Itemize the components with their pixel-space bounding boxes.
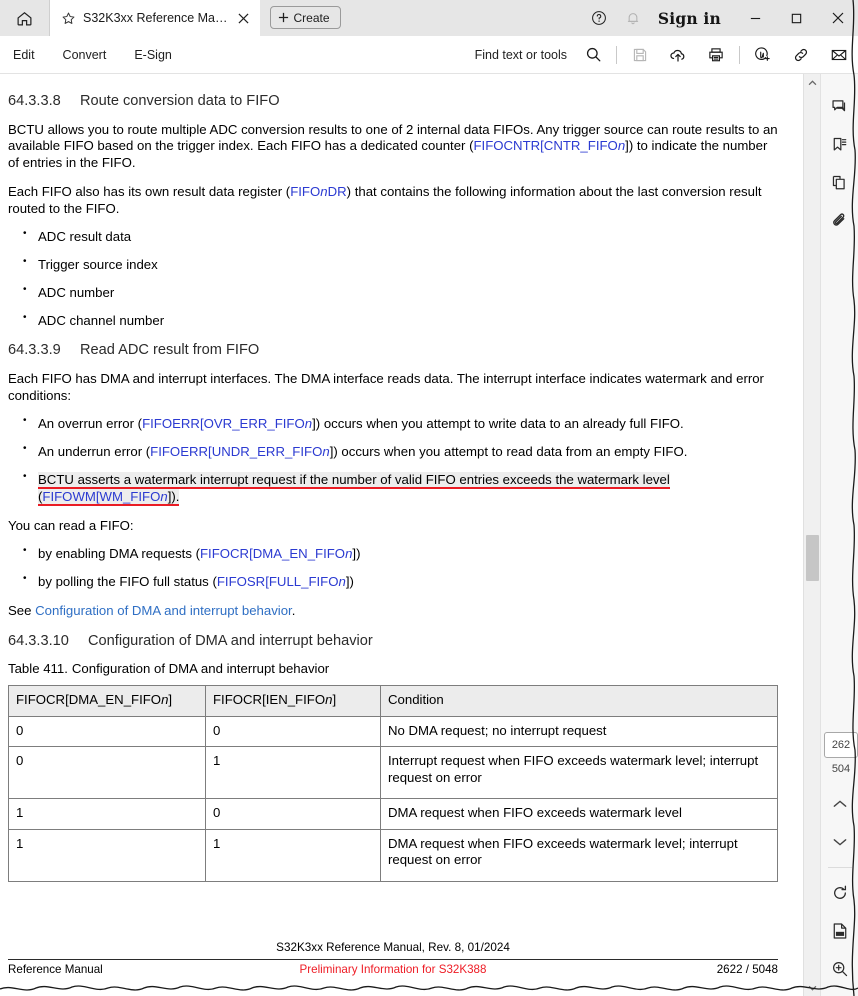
pdf-page xyxy=(0,74,805,996)
cross-reference-link[interactable]: Configuration of DMA and interrupt behavior xyxy=(35,602,292,618)
section-title: Read ADC result from FIFO xyxy=(80,342,260,359)
page-total-label: 504 xyxy=(831,763,851,775)
table-row xyxy=(9,829,778,881)
section-title: Route conversion data to FIFO xyxy=(80,93,280,109)
plus-icon xyxy=(278,12,289,23)
register-link-fifondr[interactable]: FIFO xyxy=(290,183,321,199)
register-index-n: n xyxy=(304,416,313,432)
menu-toolbar xyxy=(0,36,858,74)
table-cell-dma-en: 1 xyxy=(9,799,206,830)
vertical-scrollbar[interactable] xyxy=(803,74,820,996)
register-index-n: n xyxy=(320,183,328,199)
section-number: 64.3.3.8 xyxy=(8,93,61,109)
page-thumbnails-icon xyxy=(831,174,849,192)
footer-page-number: 2622 / 5048 xyxy=(716,963,778,977)
table-cell-ien: 1 xyxy=(206,747,381,799)
search-button[interactable] xyxy=(574,36,612,74)
table-label: Table 411. xyxy=(8,661,68,677)
register-index-n: n xyxy=(345,546,353,562)
scrollbar-thumb[interactable] xyxy=(806,535,819,581)
rotate-icon xyxy=(831,884,849,902)
table-caption-text: Configuration of DMA and interrupt behavior xyxy=(71,661,330,677)
table-cell-ien: 0 xyxy=(206,716,381,747)
table-cell-ien: 1 xyxy=(206,829,381,881)
list-item-text-cont: ]) occurs when you attempt to read data from an empty FIFO. xyxy=(329,444,688,460)
section-heading-64-3-3-9 xyxy=(8,341,778,360)
register-index-n: n xyxy=(322,444,330,460)
register-index-n: n xyxy=(617,138,626,154)
menu-item-edit[interactable]: Edit xyxy=(13,47,35,62)
minimize-button[interactable] xyxy=(735,0,776,36)
help-button[interactable] xyxy=(582,0,616,36)
page-thumbnails-button[interactable] xyxy=(821,164,858,202)
paragraph-result-data-register xyxy=(8,184,778,218)
read-fifo-list xyxy=(8,546,778,591)
register-index-n: n xyxy=(338,574,346,590)
tab-title: S32K3xx Reference Ma… xyxy=(83,11,228,25)
section-number: 64.3.3.10 xyxy=(8,632,69,649)
table-header-row xyxy=(9,685,778,716)
section-heading-64-3-3-8 xyxy=(8,92,778,111)
register-link-fifondr-tail[interactable]: DR xyxy=(327,183,347,199)
footer-row xyxy=(8,963,778,978)
list-item xyxy=(38,416,778,433)
document-viewport[interactable] xyxy=(0,74,820,996)
create-button-label: Create xyxy=(293,10,330,25)
upload-cloud-icon xyxy=(669,46,687,64)
create-button[interactable] xyxy=(270,6,341,29)
notification-bell-icon xyxy=(625,10,641,26)
list-item-text-cont: ]) xyxy=(352,546,361,562)
list-item-text-cont: ]). xyxy=(167,488,180,504)
list-item: • ADC number xyxy=(38,285,778,302)
rail-bottom-group xyxy=(821,732,858,988)
toolbar-divider-2 xyxy=(739,46,740,64)
list-item-text-cont: ]) xyxy=(345,574,354,590)
footer-preliminary-notice: Preliminary Information for S32K388 xyxy=(299,963,487,977)
save-icon xyxy=(632,47,648,63)
page-number-input[interactable]: 262 xyxy=(824,732,858,758)
list-item-text: An underrun error ( xyxy=(38,444,151,460)
bookmark-icon xyxy=(831,136,849,154)
find-label: Find text or tools xyxy=(474,47,567,62)
search-icon xyxy=(585,46,602,63)
paragraph-you-can-read-a-fifo: You can read a FIFO: xyxy=(8,517,134,533)
star-icon[interactable] xyxy=(61,11,76,26)
help-circle-icon xyxy=(591,10,607,26)
error-conditions-list xyxy=(8,416,778,505)
add-signature-icon xyxy=(754,46,772,64)
paragraph-text-cont: ]) to indicate the number of entries in the FIFO. xyxy=(8,138,768,171)
header-italic: n xyxy=(325,691,333,707)
footer-left-label: Reference Manual xyxy=(8,963,103,977)
title-bar xyxy=(0,0,858,36)
register-link-fifowm[interactable]: FIFOWM[WM_FIFO xyxy=(42,488,161,504)
paragraph-see-reference xyxy=(8,603,778,620)
footer-rule xyxy=(8,959,778,960)
register-index-n: n xyxy=(160,488,168,504)
rail-divider xyxy=(828,867,852,868)
header-italic: n xyxy=(161,691,169,707)
list-item-highlighted[interactable] xyxy=(38,472,778,506)
email-icon xyxy=(830,46,848,64)
table-row xyxy=(9,799,778,830)
register-link-fifoerr-undr[interactable]: FIFOERR[UNDR_ERR_FIFO xyxy=(150,444,323,460)
section-title: Configuration of DMA and interrupt behavior xyxy=(88,632,373,649)
list-item-text-cont: ]) occurs when you attempt to write data to an already full FIFO. xyxy=(312,416,684,432)
titlebar-right-group xyxy=(582,0,858,36)
list-item: • ADC result data xyxy=(38,229,778,246)
bookmark-button[interactable] xyxy=(821,126,858,164)
list-item-text: An overrun error ( xyxy=(38,416,143,432)
list-item-text: by enabling DMA requests ( xyxy=(38,546,200,562)
rail-top-group xyxy=(821,88,858,240)
close-window-button[interactable] xyxy=(817,0,858,36)
paragraph-dma-interrupt-interfaces: Each FIFO has DMA and interrupt interfaces. The DMA interface reads data. The interrupt interface indicates watermark and error conditions: xyxy=(8,370,764,403)
see-prefix: See xyxy=(8,602,36,618)
table-cell-ien: 0 xyxy=(206,799,381,830)
table-caption xyxy=(8,661,778,678)
zoom-in-icon xyxy=(831,960,849,978)
email-button[interactable] xyxy=(820,36,858,74)
table-cell-condition: DMA request when FIFO exceeds watermark level xyxy=(381,799,778,830)
list-item xyxy=(38,574,778,591)
notifications-button[interactable] xyxy=(616,0,650,36)
highlight-annotation[interactable] xyxy=(38,472,670,505)
list-item: • ADC channel number xyxy=(38,313,778,330)
print-button[interactable] xyxy=(697,36,735,74)
titlebar-spacer xyxy=(341,0,582,36)
home-icon xyxy=(16,10,33,27)
table-row xyxy=(9,747,778,799)
link-button[interactable] xyxy=(782,36,820,74)
list-item xyxy=(38,444,778,461)
register-link-fifoerr-ovr[interactable]: FIFOERR[OVR_ERR_FIFO xyxy=(142,416,305,432)
fit-page-button[interactable] xyxy=(821,912,858,950)
table-cell-dma-en: 0 xyxy=(9,716,206,747)
scroll-down-button[interactable] xyxy=(804,979,821,996)
paragraph-text: Each FIFO also has its own result data register ( xyxy=(8,183,291,199)
table-cell-dma-en: 1 xyxy=(9,829,206,881)
rotate-button[interactable] xyxy=(821,874,858,912)
table-header-cell-ien xyxy=(206,685,381,716)
link-icon xyxy=(792,46,810,64)
table-cell-condition: No DMA request; no interrupt request xyxy=(381,716,778,747)
home-button[interactable] xyxy=(0,0,50,36)
attachment-icon xyxy=(831,212,849,230)
upload-button[interactable] xyxy=(659,36,697,74)
print-icon xyxy=(707,46,725,64)
table-header-cell-dma-en xyxy=(9,685,206,716)
chevron-up-icon xyxy=(833,799,847,809)
comment-icon xyxy=(831,98,849,116)
see-suffix: . xyxy=(291,602,296,618)
attachment-button[interactable] xyxy=(821,202,858,240)
list-item xyxy=(38,546,778,563)
dma-interrupt-config-table xyxy=(8,685,778,882)
list-item-text: BCTU asserts a watermark interrupt request if the number of valid FIFO entries exceeds the watermark level ( xyxy=(38,472,670,504)
table-header-cell-condition xyxy=(381,685,778,716)
list-item: • Trigger source index xyxy=(38,257,778,274)
register-link-fifocr-dma-en[interactable]: FIFOCR[DMA_EN_FIFO xyxy=(200,546,346,562)
paragraph-route-conversion xyxy=(8,122,778,172)
fifo-contents-list xyxy=(8,229,778,329)
menu-item-esign[interactable]: E-Sign xyxy=(134,47,172,62)
add-signature-button[interactable] xyxy=(744,36,782,74)
scroll-up-button[interactable] xyxy=(804,74,821,91)
header-tail: ] xyxy=(332,691,337,707)
right-toolbar-rail xyxy=(820,74,858,996)
footer-manual-revision: S32K3xx Reference Manual, Rev. 8, 01/2024 xyxy=(276,941,510,955)
header-text: FIFOCR[IEN_FIFO xyxy=(213,691,326,707)
paragraph-text-cont: ) that contains the following information about the last conversion result routed to the FIFO. xyxy=(8,183,762,216)
menu-item-convert[interactable]: Convert xyxy=(62,47,107,62)
toolbar-divider-1 xyxy=(616,46,617,64)
comment-button[interactable] xyxy=(821,88,858,126)
zoom-in-button[interactable] xyxy=(821,950,858,988)
page-footer xyxy=(8,941,778,978)
save-button[interactable] xyxy=(621,36,659,74)
header-tail: ] xyxy=(168,691,173,707)
section-heading-64-3-3-10 xyxy=(8,632,778,651)
section-number: 64.3.3.9 xyxy=(8,342,61,359)
close-icon[interactable] xyxy=(235,13,252,24)
list-item-text: by polling the FIFO full status ( xyxy=(38,574,217,590)
table-cell-condition: DMA request when FIFO exceeds watermark level; interrupt request on error xyxy=(381,829,778,881)
header-text: Condition xyxy=(388,691,444,707)
table-cell-condition: Interrupt request when FIFO exceeds watermark level; interrupt request on error xyxy=(381,747,778,799)
register-link-fifosr-full[interactable]: FIFOSR[FULL_FIFO xyxy=(216,574,339,590)
previous-page-button[interactable] xyxy=(821,785,858,823)
sign-in-button[interactable]: Sign in xyxy=(657,8,721,28)
chevron-down-icon xyxy=(833,837,847,847)
table-cell-dma-en: 0 xyxy=(9,747,206,799)
table-row xyxy=(9,716,778,747)
paragraph-text: BCTU allows you to route multiple ADC conversion results to one of 2 internal data FIFOs. Any trigger source can route results to an available FIFO based on the trigger index. Each FIFO has a dedicated counter ( xyxy=(8,121,778,154)
maximize-button[interactable] xyxy=(776,0,817,36)
fit-page-icon xyxy=(831,922,849,940)
register-link-fifocntr[interactable]: FIFOCNTR[CNTR_FIFO xyxy=(473,138,618,154)
header-text: FIFOCR[DMA_EN_FIFO xyxy=(16,691,162,707)
next-page-button[interactable] xyxy=(821,823,858,861)
document-tab[interactable] xyxy=(50,0,260,36)
